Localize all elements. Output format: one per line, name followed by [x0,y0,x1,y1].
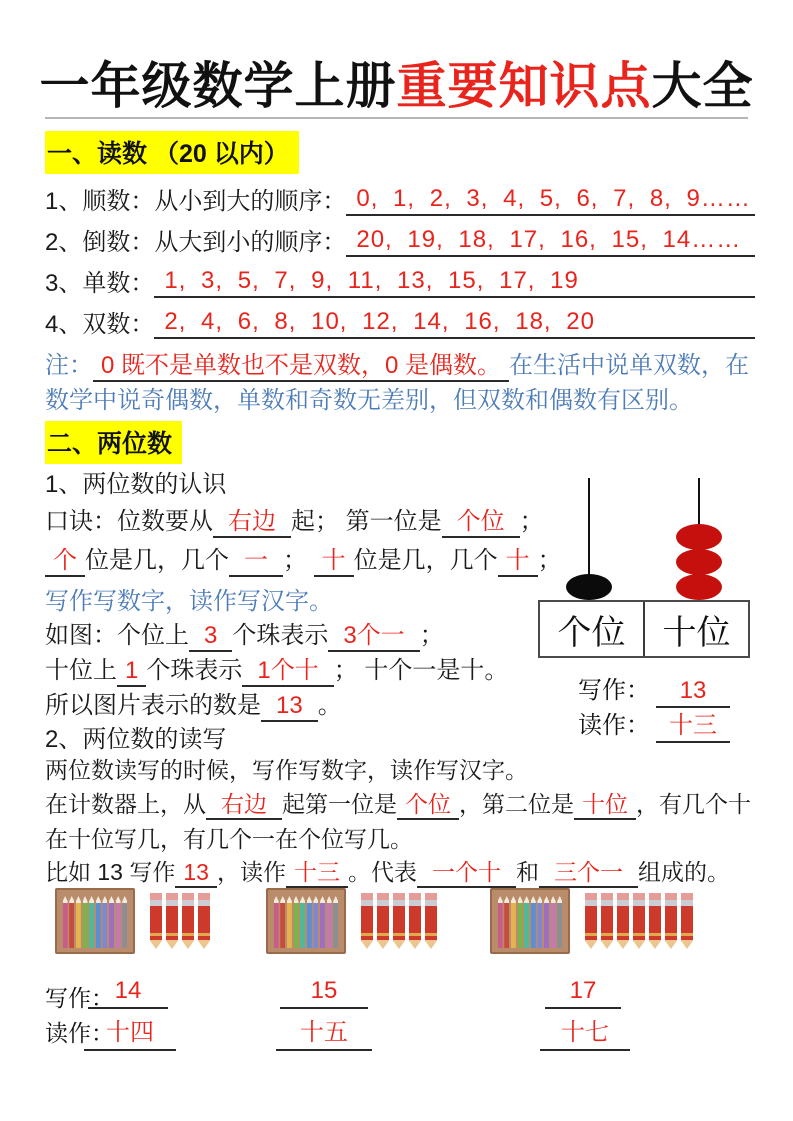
text-segment: 十位上 [45,657,117,684]
pencil-icon [665,893,677,949]
read-answer-17: 十七 [540,1012,630,1051]
paragraph-line4 [45,854,730,888]
blue-rule-line: 写作写数字，读作写汉字。 [45,588,333,615]
title-part-black2: 大全 [651,58,754,114]
bead-icon [676,524,722,550]
pencil-icon [150,893,162,949]
read-answer-15: 十五 [276,1012,372,1051]
text-segment: 和 [515,859,539,885]
text-segment: ，有几个十 [636,791,751,817]
even-numbers-line [45,304,755,339]
sub2-title: 2、两位数的读写 [45,726,227,753]
boxed-pencil-icon [313,896,318,948]
suoyi-line [45,685,342,722]
blank-answer: 个位 [397,792,459,820]
boxed-pencil-icon [294,896,299,948]
text-segment: ，读作 [216,859,286,885]
note-red-text: 0 既不是单数也不是双数，0 是偶数。 [93,353,509,382]
title-part-red: 重要知识点 [396,58,652,114]
line-label: 3、单数： [45,270,155,297]
section2-header: 二、两位数 [45,421,182,464]
read-value: 十三 [656,705,730,743]
blank-answer: 1个十 [242,658,333,687]
paragraph-line2 [45,786,751,820]
pencil-box-icon [490,888,570,954]
pencil-icon [649,893,661,949]
text-segment: ； 十个一是十。 [333,657,509,684]
bead-icon [566,574,612,600]
pencil-icon [409,893,421,949]
line-label: 4、双数： [45,311,155,338]
boxed-pencil-icon [122,896,127,948]
boxed-pencil-icon [83,896,88,948]
text-segment: ； [537,547,562,574]
line-label: 1、顺数：从小到大的顺序： [45,188,347,215]
boxed-pencil-icon [551,896,556,948]
boxed-pencil-icon [333,896,338,948]
boxed-pencil-icon [504,896,509,948]
blank-answer: 十位 [574,792,636,820]
odd-numbers-line [45,263,755,298]
text-segment: 。代表 [347,859,417,885]
note-blue-text1: 在生活中说单双数，在 [509,352,750,379]
figure-write-row [578,670,730,708]
blank-answer: 一 [229,548,283,577]
pencil-icon [601,893,613,949]
note-line2: 数学中说奇偶数，单数和奇数无差别，但双数和偶数有区别。 [45,387,693,414]
blank-answer: 三个一 [539,860,638,888]
pencil-box-icon [55,888,135,954]
place-value-table [538,600,750,658]
text-segment: ； [419,622,444,649]
write-label: 写作： [578,677,650,704]
boxed-pencil-icon [300,896,305,948]
boxed-pencil-icon [109,896,114,948]
line-answer: 0, 1, 2, 3, 4, 5, 6, 7, 8, 9…… [346,185,755,216]
bottom-read-label: 读作： [45,1020,114,1046]
pencil-icon [633,893,645,949]
loose-pencils [361,893,437,949]
figure-read-row [578,705,730,743]
text-segment: 如图：个位上 [45,622,189,649]
title-part-black1: 一年级数学上册 [39,58,397,114]
boxed-pencil-icon [511,896,516,948]
boxed-pencil-icon [544,896,549,948]
pencil-box-icon [266,888,346,954]
text-segment: 个珠表示 [232,622,329,649]
line-answer: 20, 19, 18, 17, 16, 15, 14…… [346,226,755,257]
write-answer-15: 15 [280,977,368,1009]
blank-answer: 3个一 [328,623,419,652]
pencil-icon [393,893,405,949]
boxed-pencil-icon [102,896,107,948]
boxed-pencil-icon [307,896,312,948]
boxed-pencil-icon [287,896,292,948]
pencil-icon [681,893,693,949]
boxed-pencil-icon [498,896,503,948]
blank-answer: 13 [261,693,318,722]
blank-answer: 十 [498,548,538,577]
koujue-line1 [45,501,544,538]
boxed-pencil-icon [327,896,332,948]
pencil-group-14 [55,888,210,954]
line-label: 2、倒数：从大到小的顺序： [45,229,347,256]
text-segment: 在计数器上，从 [45,791,206,817]
note-prefix: 注： [45,352,93,379]
text-segment: 比如 13 写作 [45,859,176,885]
boxed-pencil-icon [76,896,81,948]
pencil-group-15 [266,888,437,954]
text-segment: ； [519,508,544,535]
text-segment: ，第二位是 [459,791,574,817]
pencil-icon [198,893,210,949]
loose-pencils [150,893,210,949]
pencil-icon [617,893,629,949]
read-label: 读作： [578,712,650,739]
boxed-pencil-icon [280,896,285,948]
text-segment: 。 [317,692,342,719]
write-answer-14: 14 [88,977,168,1009]
rutu-line [45,615,444,652]
tens-bead-column [676,476,722,600]
line-answer: 1, 3, 5, 7, 9, 11, 13, 15, 17, 19 [154,267,755,298]
sub1-title: 1、两位数的认识 [45,471,227,498]
section1-header: 一、读数 （20 以内） [45,131,299,174]
boxed-pencil-icon [63,896,68,948]
boxed-pencil-icon [524,896,529,948]
blank-answer: 右边 [206,792,282,820]
text-segment: 个珠表示 [146,657,243,684]
text-segment: ； [283,547,314,574]
bead-icon [676,574,722,600]
blank-answer: 右边 [213,509,291,538]
boxed-pencil-icon [537,896,542,948]
write-answer-17: 17 [545,977,621,1009]
boxed-pencil-icon [96,896,101,948]
text-segment: 口诀：位数要从 [45,508,213,535]
pencil-icon [425,893,437,949]
counting-rod-figure [538,462,750,754]
text-segment: 所以图片表示的数是 [45,692,261,719]
blank-answer: 一个十 [417,860,516,888]
title-divider [45,117,748,119]
boxed-pencil-icon [89,896,94,948]
text-segment: 位是几，几个 [353,547,498,574]
pencil-icon [585,893,597,949]
pencil-icon [361,893,373,949]
pencil-icon [166,893,178,949]
bottom-write-label: 写作： [45,985,114,1011]
blank-answer: 个 [45,548,85,577]
blank-answer: 十 [314,548,354,577]
units-bead-column [566,476,612,600]
line-answer: 2, 4, 6, 8, 10, 12, 14, 16, 18, 20 [154,308,755,339]
reverse-numbers-line [45,222,755,257]
koujue-line2 [45,540,562,577]
paragraph-line3: 在十位写几，有几个一在个位写几。 [45,826,413,852]
boxed-pencil-icon [531,896,536,948]
blank-answer: 1 [117,658,146,687]
pencil-icon [182,893,194,949]
blank-answer: 3 [189,623,232,652]
boxed-pencil-icon [320,896,325,948]
boxed-pencil-icon [274,896,279,948]
tens-cell: 十位 [643,602,748,656]
pencil-group-17 [490,888,693,954]
text-segment: 起第一位是 [282,791,397,817]
units-cell: 个位 [557,613,626,652]
note-line1 [45,345,749,382]
loose-pencils [585,893,693,949]
boxed-pencil-icon [116,896,121,948]
text-segment: 组成的。 [637,859,730,885]
pencil-icon [377,893,389,949]
blank-answer: 13 [175,860,217,888]
page-title [0,46,793,118]
blank-answer: 个位 [442,509,520,538]
blank-answer: 十三 [286,860,348,888]
read-answer-14: 十四 [84,1012,176,1051]
write-value: 13 [656,677,730,708]
boxed-pencil-icon [518,896,523,948]
ordered-numbers-line [45,181,755,216]
boxed-pencil-icon [557,896,562,948]
text-segment: 起； 第一位是 [291,508,442,535]
bead-icon [676,549,722,575]
paragraph-line1: 两位数读写的时候，写作写数字，读作写汉字。 [45,757,528,783]
boxed-pencil-icon [69,896,74,948]
shiwei-line [45,650,508,687]
text-segment: 位是几，几个 [85,547,229,574]
